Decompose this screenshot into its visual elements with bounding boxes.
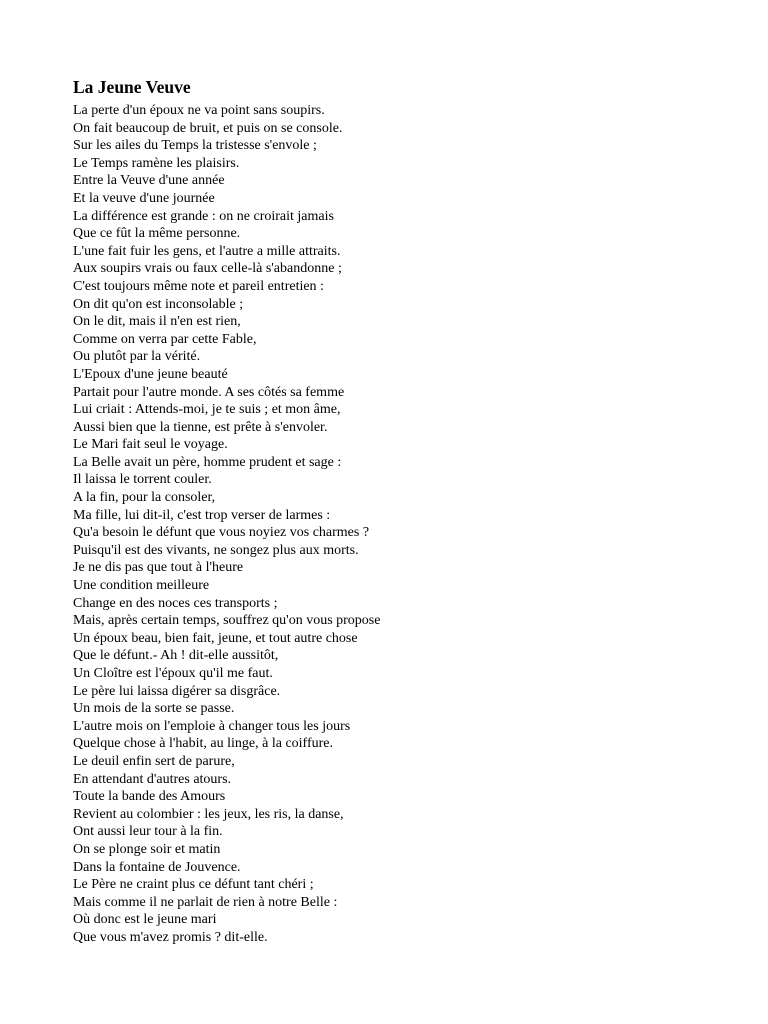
poem-line: Mais, après certain temps, souffrez qu'on vous propose — [73, 613, 381, 629]
poem-line: Partait pour l'autre monde. A ses côtés sa femme — [73, 384, 345, 400]
poem-line: Dans la fontaine de Jouvence. — [73, 859, 241, 875]
poem-line: C'est toujours même note et pareil entretien : — [73, 278, 324, 294]
poem-line: Il laissa le torrent couler. — [73, 472, 212, 488]
poem-line: Le Mari fait seul le voyage. — [73, 437, 228, 453]
poem-line: Puisqu'il est des vivants, ne songez plus aux morts. — [73, 542, 359, 558]
poem-line: Aussi bien que la tienne, est prête à s'envoler. — [73, 419, 328, 435]
poem-line: Lui criait : Attends-moi, je te suis ; et mon âme, — [73, 402, 341, 418]
poem-line: La perte d'un époux ne va point sans soupirs. — [73, 103, 325, 118]
poem-line: Un mois de la sorte se passe. — [73, 701, 235, 717]
poem-line: Qu'a besoin le défunt que vous noyiez vos charmes ? — [73, 525, 370, 541]
poem-line: La Belle avait un père, homme prudent et sage : — [73, 454, 342, 470]
poem-line: A la fin, pour la consoler, — [73, 490, 216, 506]
poem-title: La Jeune Veuve — [73, 77, 191, 97]
poem-line: Le père lui laissa digérer sa disgrâce. — [73, 683, 281, 699]
poem-line: Change en des noces ces transports ; — [73, 595, 278, 611]
poem-line: Que vous m'avez promis ? dit-elle. — [73, 929, 268, 945]
poem-line: Un Cloître est l'époux qu'il me faut. — [73, 666, 273, 681]
poem-line: Je ne dis pas que tout à l'heure — [73, 560, 244, 576]
poem-line: En attendant d'autres atours. — [73, 771, 232, 787]
poem-line: L'une fait fuir les gens, et l'autre a mille attraits. — [73, 243, 341, 259]
poem-line: Mais comme il ne parlait de rien à notre Belle : — [73, 894, 338, 910]
poem-line: Revient au colombier : les jeux, les ris, la danse, — [73, 806, 344, 822]
poem-line: Ou plutôt par la vérité. — [73, 349, 201, 365]
poem-line: Le deuil enfin sert de parure, — [73, 753, 235, 769]
poem-line: Une condition meilleure — [73, 578, 210, 594]
poem-line: Ma fille, lui dit-il, c'est trop verser de larmes : — [73, 507, 331, 523]
poem-line: Ont aussi leur tour à la fin. — [73, 824, 223, 840]
document-page — [73, 76, 713, 947]
poem-body — [73, 102, 713, 947]
poem-line: Le Temps ramène les plaisirs. — [73, 155, 240, 171]
poem-line: Toute la bande des Amours — [73, 789, 226, 805]
poem-line: Où donc est le jeune mari — [73, 912, 217, 928]
poem-line: Que le défunt.- Ah ! dit-elle aussitôt, — [73, 648, 279, 664]
poem-line: L'autre mois on l'emploie à changer tous les jours — [73, 718, 351, 734]
poem-line: Comme on verra par cette Fable, — [73, 331, 257, 347]
poem-line: Sur les ailes du Temps la tristesse s'envole ; — [73, 138, 317, 154]
poem-line: On se plonge soir et matin — [73, 841, 221, 857]
poem-line: On le dit, mais il n'en est rien, — [73, 314, 241, 330]
poem-line: Le Père ne craint plus ce défunt tant chéri ; — [73, 877, 314, 893]
poem-line: Aux soupirs vrais ou faux celle-là s'abandonne ; — [73, 261, 342, 277]
poem-line: Un époux beau, bien fait, jeune, et tout autre chose — [73, 630, 358, 646]
poem-line: On fait beaucoup de bruit, et puis on se console. — [73, 120, 343, 136]
poem-line: La différence est grande : on ne croirait jamais — [73, 208, 334, 224]
poem-line: Et la veuve d'une journée — [73, 190, 215, 206]
poem-line: Quelque chose à l'habit, au linge, à la coiffure. — [73, 736, 333, 752]
poem-line: Que ce fût la même personne. — [73, 226, 241, 242]
poem-line: Entre la Veuve d'une année — [73, 173, 225, 189]
poem-line: L'Epoux d'une jeune beauté — [73, 366, 228, 382]
poem-line: On dit qu'on est inconsolable ; — [73, 296, 244, 312]
